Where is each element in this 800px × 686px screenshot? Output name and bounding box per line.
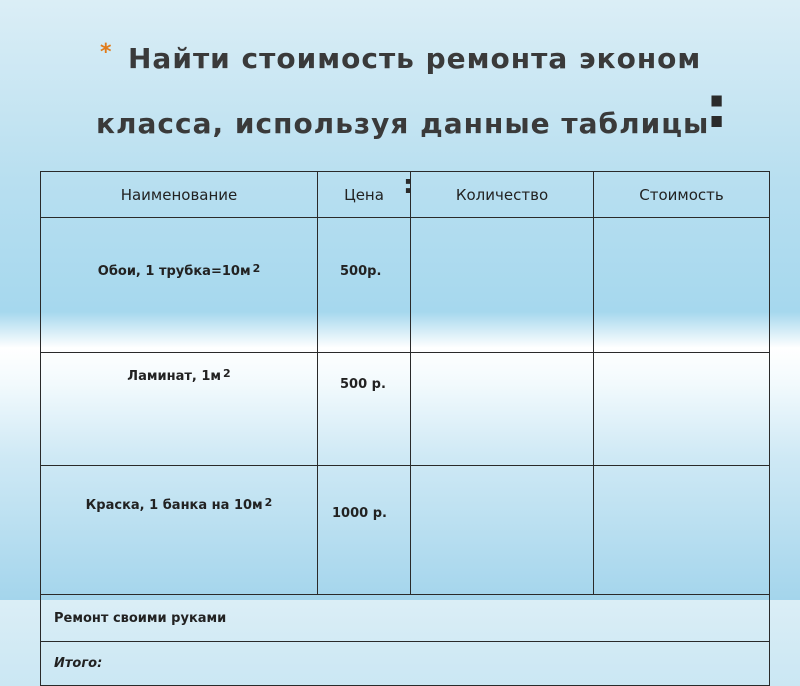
item-name: Обои, 1 трубка=10м: [97, 264, 251, 279]
price-table: [40, 171, 770, 686]
table-row: [41, 353, 770, 466]
item-cost[interactable]: [594, 218, 770, 353]
item-quantity[interactable]: [411, 466, 594, 595]
header-name: Наименование: [41, 172, 318, 218]
item-unit-sup: 2: [223, 367, 231, 380]
total-row: [41, 642, 770, 686]
title-line-1: Найти стоимость ремонта эконом: [128, 42, 702, 75]
item-name: Ламинат, 1м: [127, 369, 222, 384]
item-name-cell: [41, 218, 318, 353]
item-cost[interactable]: [594, 353, 770, 466]
item-cost[interactable]: [594, 466, 770, 595]
item-name-cell: [41, 466, 318, 595]
title-colon: :: [705, 73, 729, 141]
item-name: Краска, 1 банка на 10м: [85, 498, 263, 513]
total-label: Итого:: [41, 642, 770, 686]
header-quantity: Количество: [411, 172, 594, 218]
table-row: [41, 466, 770, 595]
item-quantity[interactable]: [411, 218, 594, 353]
stray-colon: :: [403, 170, 414, 200]
slide-title: [0, 0, 800, 175]
title-line-2: класса, используя данные таблицы: [96, 107, 710, 140]
table-row: [41, 218, 770, 353]
diy-label: Ремонт своими руками: [41, 595, 770, 642]
bullet-icon: *: [100, 40, 112, 65]
item-unit-sup: 2: [252, 262, 261, 275]
item-name-cell: [41, 353, 318, 466]
item-quantity[interactable]: [411, 353, 594, 466]
header-cost: Стоимость: [594, 172, 770, 218]
item-unit-sup: 2: [264, 496, 273, 509]
item-price: 500 р.: [318, 353, 411, 466]
item-price: 500р.: [318, 218, 411, 353]
item-price: 1000 р.: [318, 466, 411, 595]
header-price: Цена: [318, 172, 411, 218]
diy-row: [41, 595, 770, 642]
